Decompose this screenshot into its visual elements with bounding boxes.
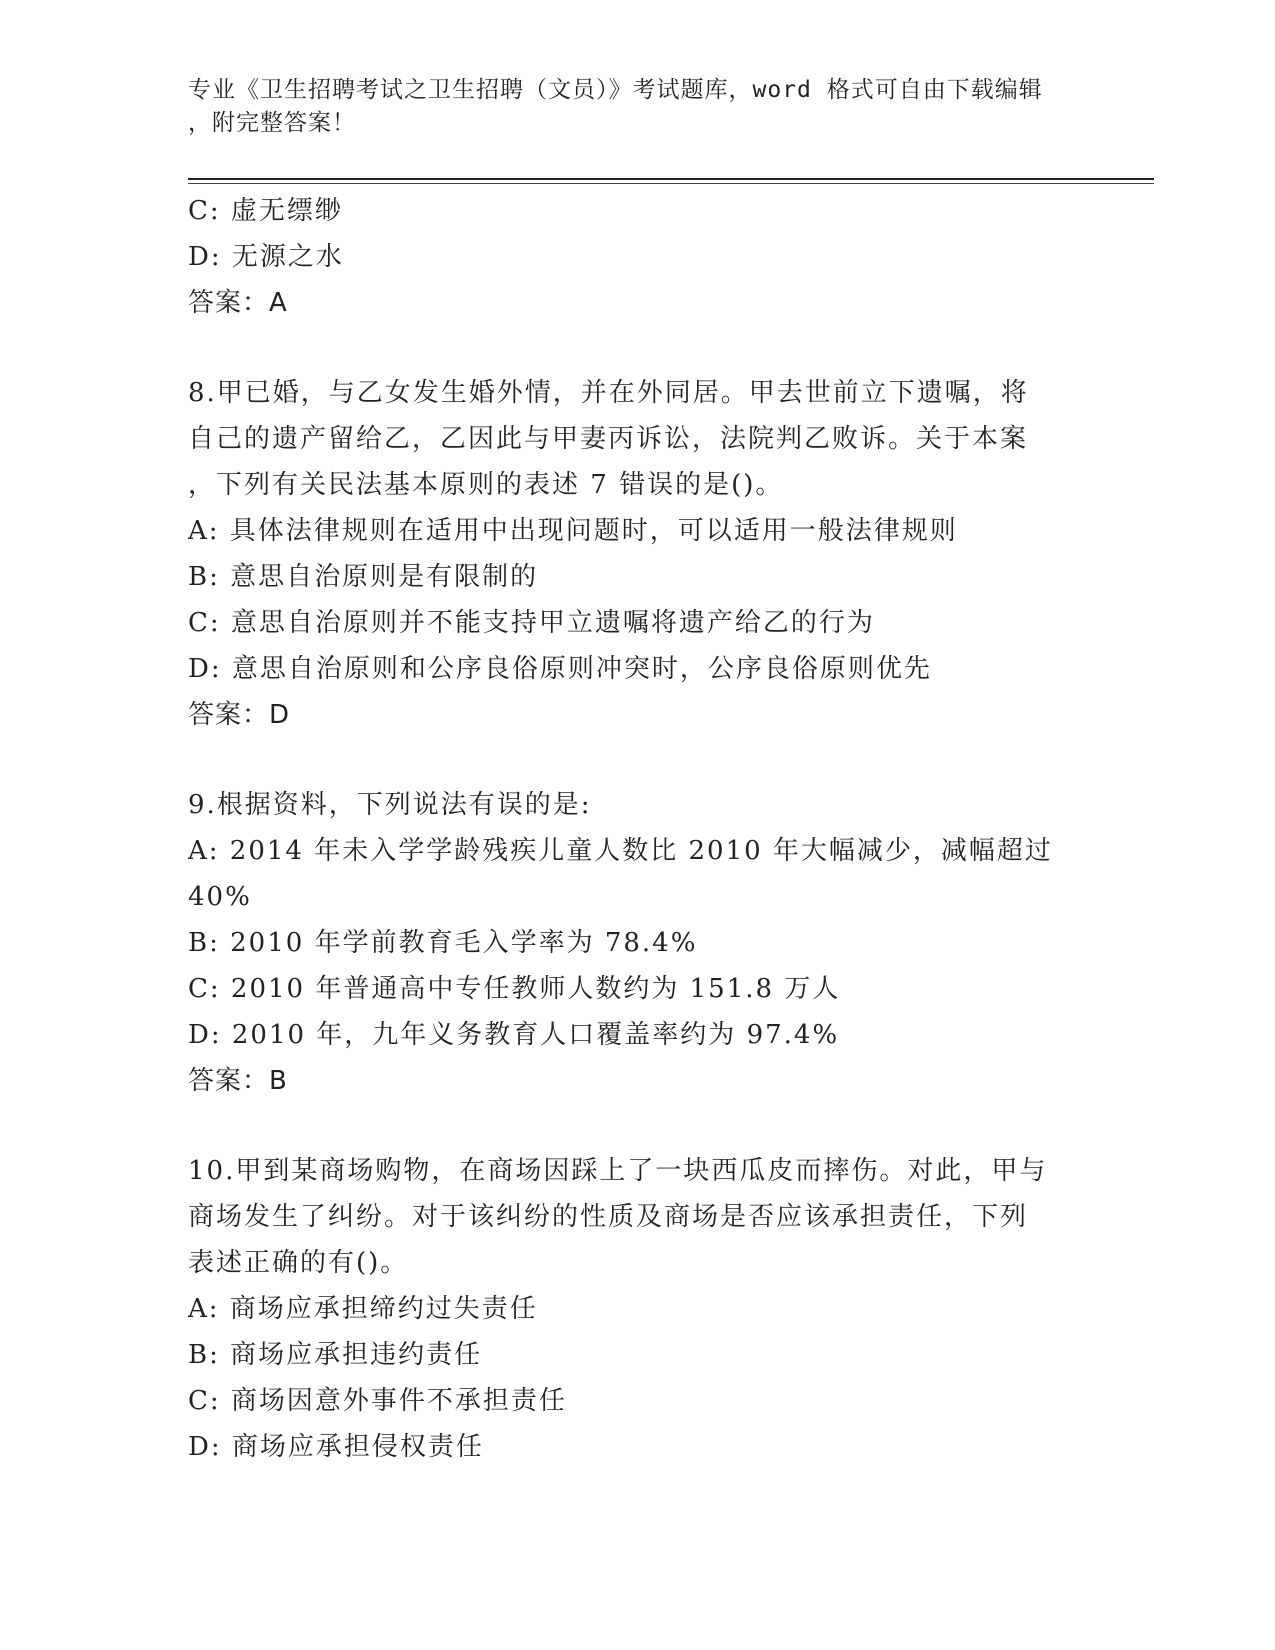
header-line-2: ，附完整答案！: [188, 110, 356, 136]
option-b: B: 2010 年学前教育毛入学率为 78.4%: [188, 928, 698, 958]
question-stem: [188, 782, 1088, 828]
option-d: D: 商场应承担侵权责任: [188, 1432, 484, 1462]
stem-line: 8.甲已婚，与乙女发生婚外情，并在外同居。甲去世前立下遗嘱，将: [188, 378, 1029, 408]
option-a: A: 具体法律规则在适用中出现问题时，可以适用一般法律规则: [188, 516, 958, 546]
option-a-continued: 40%: [188, 882, 252, 912]
question-stem: [188, 370, 1088, 508]
stem-line: 自己的遗产留给乙，乙因此与甲妻丙诉讼，法院判乙败诉。关于本案: [188, 424, 1029, 454]
question-9: [188, 782, 1088, 1104]
option-a: A: 2014 年未入学学龄残疾儿童人数比 2010 年大幅减少，减幅超过: [188, 836, 1053, 866]
header-divider-thick: [188, 178, 1154, 180]
stem-line: ，下列有关民法基本原则的表述 7 错误的是()。: [188, 470, 784, 500]
header-divider-thin: [188, 183, 1154, 184]
question-8: [188, 370, 1088, 738]
option-b: B: 商场应承担违约责任: [188, 1340, 483, 1370]
option-c: C: 意思自治原则并不能支持甲立遗嘱将遗产给乙的行为: [188, 608, 875, 638]
option-c: C: 商场因意外事件不承担责任: [188, 1386, 567, 1416]
question-stem: [188, 1148, 1088, 1286]
previous-question-tail: [188, 188, 1088, 326]
option-d: D: 2010 年，九年义务教育人口覆盖率约为 97.4%: [188, 1020, 840, 1050]
question-10: [188, 1148, 1088, 1470]
document-header: [188, 74, 1068, 140]
stem-line: 表述正确的有()。: [188, 1248, 409, 1278]
question-list: [188, 188, 1088, 1470]
option-a: A: 商场应承担缔约过失责任: [188, 1294, 538, 1324]
answer-label: 答案：D: [188, 700, 291, 730]
spacer: [188, 738, 1088, 782]
option-d: D: 无源之水: [188, 242, 344, 272]
spacer: [188, 1104, 1088, 1148]
stem-line: 10.甲到某商场购物，在商场因踩上了一块西瓜皮而摔伤。对此，甲与: [188, 1156, 1048, 1186]
answer-label: 答案：A: [188, 288, 288, 318]
option-d: D: 意思自治原则和公序良俗原则冲突时，公序良俗原则优先: [188, 654, 932, 684]
header-line-1: 专业《卫生招聘考试之卫生招聘（文员）》考试题库，word 格式可自由下载编辑: [188, 77, 1043, 103]
option-b: B: 意思自治原则是有限制的: [188, 562, 539, 592]
stem-line: 商场发生了纠纷。对于该纠纷的性质及商场是否应该承担责任，下列: [188, 1202, 1029, 1232]
option-c: C: 2010 年普通高中专任教师人数约为 151.8 万人: [188, 974, 841, 1004]
answer-label: 答案：B: [188, 1066, 288, 1096]
stem-line: 9.根据资料，下列说法有误的是:: [188, 790, 592, 820]
option-c: C: 虚无缥缈: [188, 196, 343, 226]
spacer: [188, 326, 1088, 370]
